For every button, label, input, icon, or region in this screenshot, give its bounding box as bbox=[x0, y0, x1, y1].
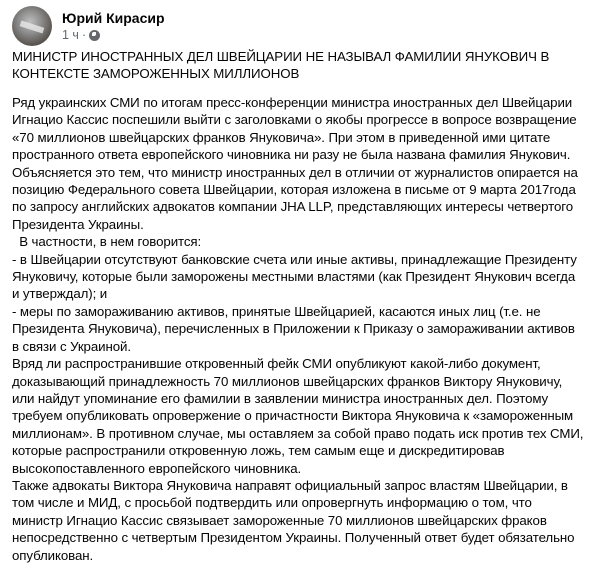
body-line: Вряд ли распространившие откровенный фейк СМИ опубликуют какой-либо документ, bbox=[12, 356, 541, 372]
body-line: или найдут упоминание его фамилии в заявлении министра иностранных дел. Поэтому bbox=[12, 390, 549, 406]
title-line: МИНИСТР ИНОСТРАННЫХ ДЕЛ ШВЕЙЦАРИИ НЕ НАЗЫВАЛ ФАМИЛИИ ЯНУКОВИЧ В bbox=[12, 49, 550, 64]
author-name[interactable]: Юрий Кирасир bbox=[62, 10, 165, 26]
body-line: «70 миллионов швейцарских франков Януковича». При этом в приведенной ими цитате bbox=[12, 129, 551, 145]
body-line: министр Игнацио Кассис связывает замороженные 70 миллионов швейцарских фраков bbox=[12, 512, 547, 528]
post-body bbox=[12, 94, 583, 564]
body-line: Также адвокаты Виктора Януковича направят официальный запрос властям Швейцарии, в bbox=[12, 477, 568, 493]
avatar[interactable] bbox=[12, 6, 52, 46]
body-line: позицию Федерального совета Швейцарии, которая изложена в письме от 9 марта 2017года bbox=[12, 182, 576, 198]
post-header bbox=[12, 6, 165, 46]
post-meta bbox=[62, 9, 165, 43]
body-line: пространного ответа европейского чиновника ни разу не была названа фамилия Янукович. bbox=[12, 147, 571, 163]
post-time[interactable]: 1 ч bbox=[62, 28, 79, 42]
body-line: доказывающий принадлежность 70 миллионов швейцарских франков Виктору Януковичу, bbox=[12, 373, 563, 389]
body-line: Януковичу, которые были заморожены местными властями (как Президент Янукович всегда bbox=[12, 269, 576, 285]
body-line: В частности, в нем говорится: bbox=[12, 234, 202, 250]
body-line: Президента Украины. bbox=[12, 216, 144, 232]
body-line: Ряд украинских СМИ по итогам пресс-конференции министра иностранных дел Швейцарии bbox=[12, 95, 573, 110]
body-line: опубликован. bbox=[12, 547, 94, 563]
body-line: - в Швейцарии отсутствуют банковские счета или иные активы, принадлежащие Президенту bbox=[12, 251, 577, 267]
body-line: том числе и МИД, с просьбой подтвердить или опровергнуть информацию о том, что bbox=[12, 495, 532, 511]
body-line: миллионам». В противном случае, мы оставляем за собой право подать иск против тех СМИ, bbox=[12, 425, 584, 441]
body-line: непосредственно с четвертым Президентом Украины. Полученный ответ будет обязательно bbox=[12, 530, 575, 546]
body-line: Президента Януковича), перечисленных в Приложении к Приказу о замораживании активов bbox=[12, 321, 575, 337]
post-title bbox=[12, 48, 549, 82]
post-subline bbox=[62, 27, 165, 43]
separator: · bbox=[81, 28, 87, 42]
body-line: высокопоставленного европейского чиновника. bbox=[12, 460, 302, 476]
body-line: которые распространили откровенную ложь, тем самым еще и дискредитировав bbox=[12, 443, 505, 459]
body-line: Объясняется это тем, что министр иностранных дел в отличии от журналистов опирается на bbox=[12, 164, 578, 180]
globe-icon[interactable] bbox=[89, 30, 100, 41]
body-line: - меры по замораживанию активов, принятые Швейцарией, касаются иных лиц (т.е. не bbox=[12, 303, 541, 319]
title-line: КОНТЕКСТЕ ЗАМОРОЖЕННЫХ МИЛЛИОНОВ bbox=[12, 66, 300, 81]
body-line: в связи с Украиной. bbox=[12, 338, 131, 354]
body-line: требуем опубликовать опровержение о причастности Виктора Януковича к «замороженным bbox=[12, 408, 574, 424]
body-line: по запросу английских адвокатов компании JHA LLP, представляющих интересы четвертого bbox=[12, 199, 573, 215]
body-line: и утверждал); и bbox=[12, 286, 108, 302]
body-line: Игнацио Кассис поспешили выйти с заголовками о якобы прогрессе в вопросе возвращение bbox=[12, 112, 577, 128]
